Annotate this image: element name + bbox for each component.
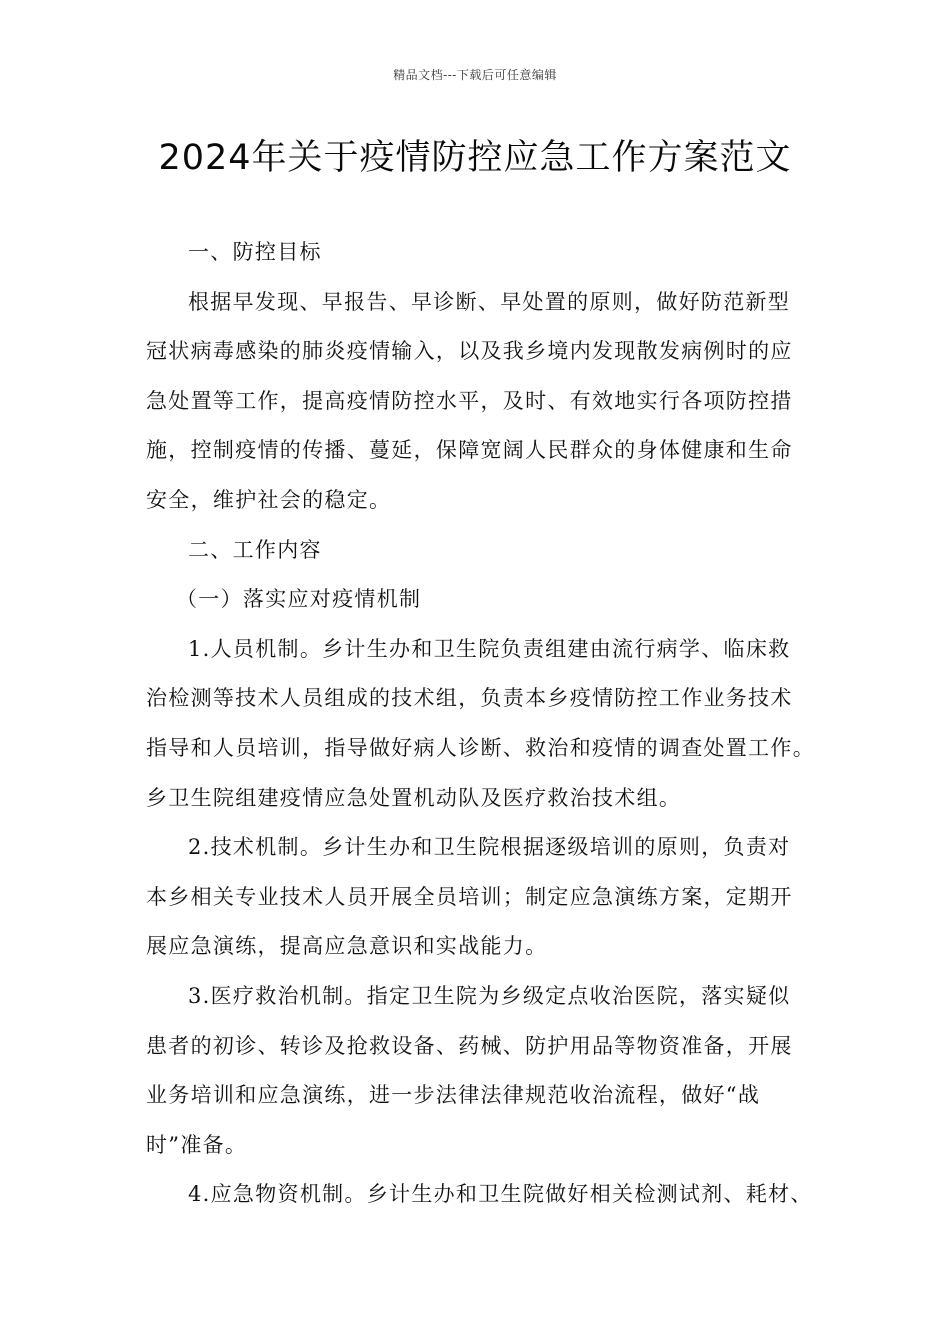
body-line: 一、防控目标 bbox=[188, 240, 322, 264]
body-line: 根据早发现、早报告、早诊断、早处置的原则，做好防范新型 bbox=[188, 289, 791, 314]
body-line: 2.技术机制。乡计生办和卫生院根据逐级培训的原则，负责对 bbox=[188, 835, 791, 860]
body-line: 安全，维护社会的稳定。 bbox=[146, 487, 392, 512]
body-line: 乡卫生院组建疫情应急处置机动队及医疗救治技术组。 bbox=[146, 785, 682, 810]
body-line: 展应急演练，提高应急意识和实战能力。 bbox=[146, 934, 548, 959]
header-note: 精品文档---下载后可任意编辑 bbox=[393, 68, 557, 82]
document-title: 2024年关于疫情防控应急工作方案范文 bbox=[158, 138, 792, 178]
body-line: 指导和人员培训，指导做好病人诊断、救治和疫情的调查处置工作。 bbox=[146, 735, 815, 760]
body-line: （一）落实应对疫情机制 bbox=[176, 587, 422, 612]
body-line: 急处置等工作，提高疫情防控水平，及时、有效地实行各项防控措 bbox=[146, 388, 793, 413]
document-body bbox=[146, 228, 818, 1220]
body-line: 时”准备。 bbox=[146, 1132, 248, 1157]
body-line: 本乡相关专业技术人员开展全员培训；制定应急演练方案，定期开 bbox=[146, 884, 793, 909]
body-line: 1.人员机制。乡计生办和卫生院负责组建由流行病学、临床救 bbox=[188, 636, 791, 661]
body-line: 4.应急物资机制。乡计生办和卫生院做好相关检测试剂、耗材、 bbox=[188, 1182, 813, 1207]
body-line: 患者的初诊、转诊及抢救设备、药械、防护用品等物资准备，开展 bbox=[146, 1033, 793, 1058]
body-line: 施，控制疫情的传播、蔓延，保障宽阔人民群众的身体健康和生命 bbox=[146, 438, 793, 463]
body-line: 冠状病毒感染的肺炎疫情输入，以及我乡境内发现散发病例时的应 bbox=[146, 339, 793, 364]
body-line: 二、工作内容 bbox=[188, 537, 322, 562]
body-line: 业务培训和应急演练，进一步法律法律规范收治流程，做好“战 bbox=[146, 1083, 761, 1108]
body-line: 治检测等技术人员组成的技术组，负责本乡疫情防控工作业务技术 bbox=[146, 686, 793, 711]
body-line: 3.医疗救治机制。指定卫生院为乡级定点收治医院，落实疑似 bbox=[188, 983, 791, 1008]
